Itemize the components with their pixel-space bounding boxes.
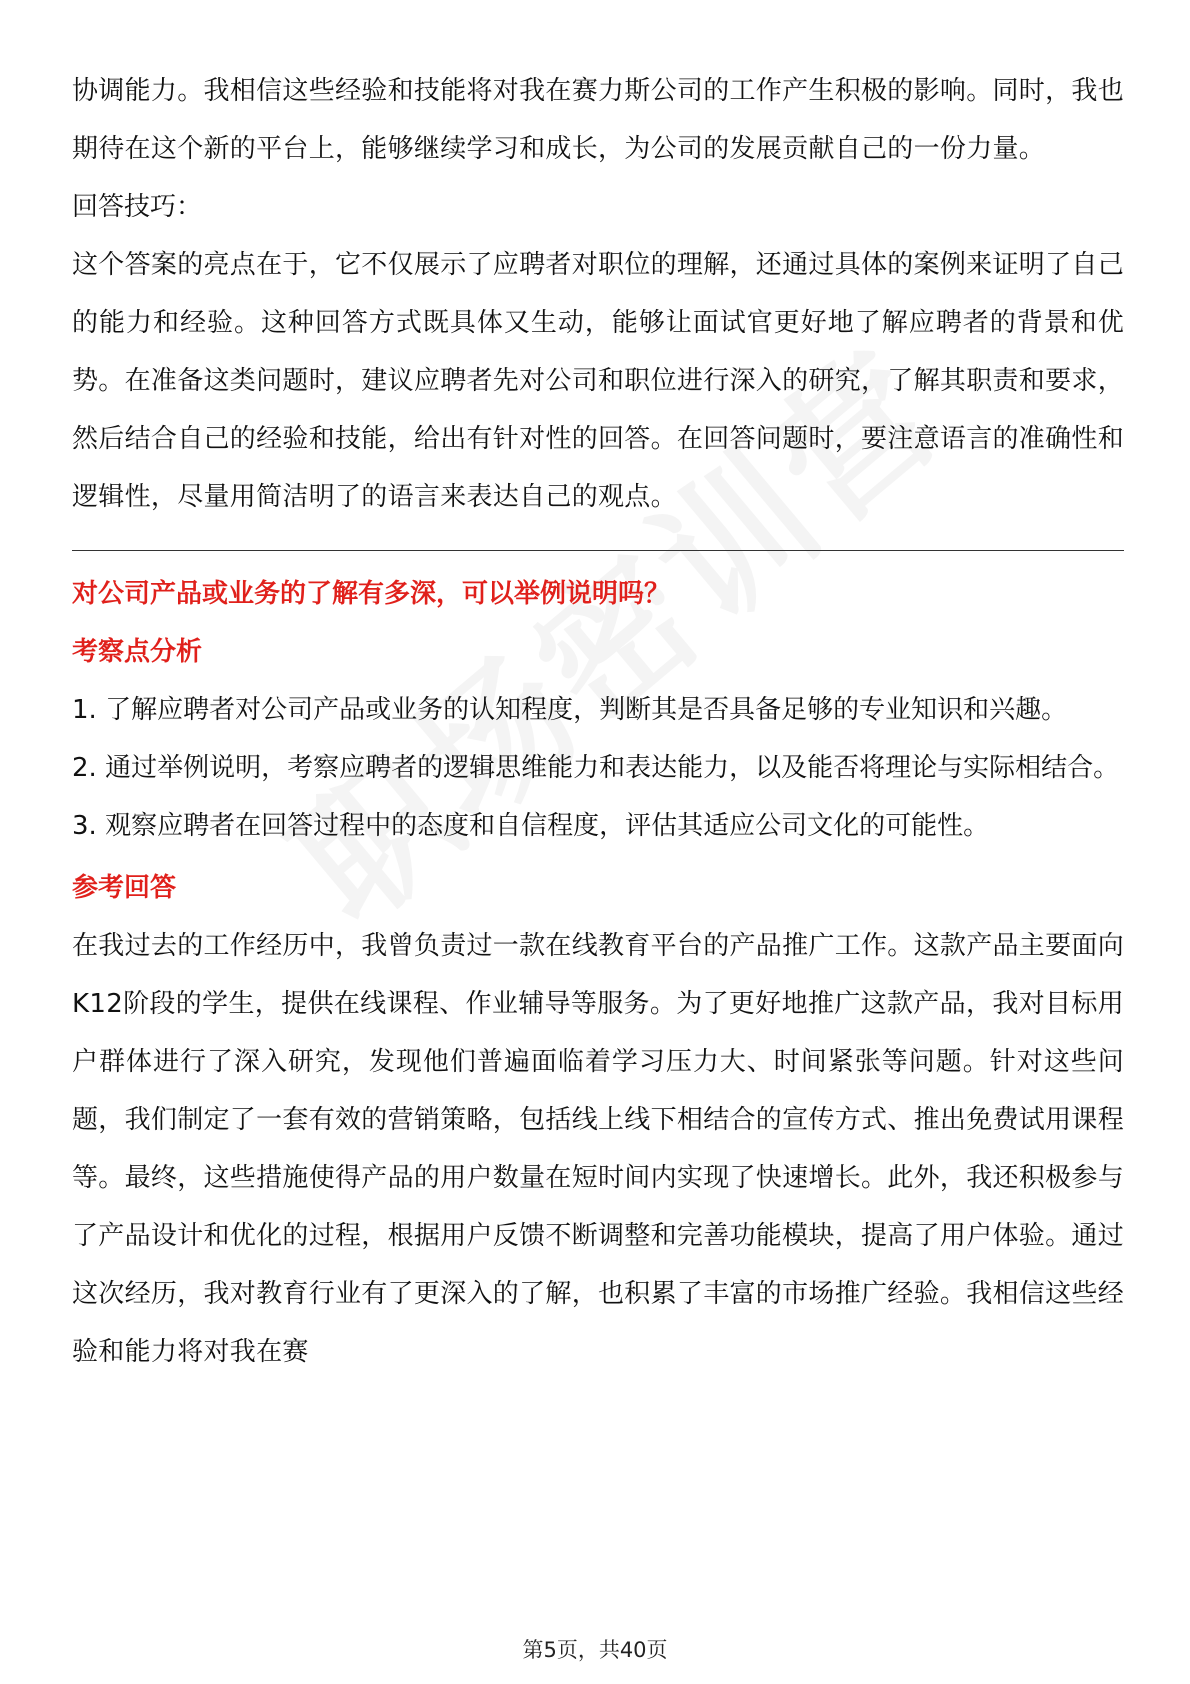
intro-paragraph: 协调能力。我相信这些经验和技能将对我在赛力斯公司的工作产生积极的影响。同时，我也期待在这个新的平台上，能够继续学习和成长，为公司的发展贡献自己的一份力量。 [72,76,1125,164]
analysis-item-2: 2. 通过举例说明，考察应聘者的逻辑思维能力和表达能力，以及能否将理论与实际相结合。 [72,753,1120,783]
tips-paragraph: 这个答案的亮点在于，它不仅展示了应聘者对职位的理解，还通过具体的案例来证明了自己的能力和经验。这种回答方式既具体又生动，能够让面试官更好地了解应聘者的背景和优势。在准备这类问题时，建议应聘者先对公司和职位进行深入的研究，了解其职责和要求，然后结合自己的经验和技能，给出有针对性的回答。在回答问题时，要注意语言的准确性和逻辑性，尽量用简洁明了的语言来表达自己的观点。 [72,250,1125,512]
analysis-heading: 考察点分析 [72,637,203,667]
tips-label: 回答技巧： [72,192,203,222]
question-title: 对公司产品或业务的了解有多深，可以举例说明吗？ [72,579,671,609]
page-footer: 第5页，共40页 [522,1638,668,1662]
analysis-item-3: 3. 观察应聘者在回答过程中的态度和自信程度，评估其适应公司文化的可能性。 [72,811,990,841]
section-divider [72,550,1124,551]
document-page [72,62,1124,1381]
answer-paragraph: 在我过去的工作经历中，我曾负责过一款在线教育平台的产品推广工作。这款产品主要面向K12阶段的学生，提供在线课程、作业辅导等服务。为了更好地推广这款产品，我对目标用户群体进行了深入研究，发现他们普遍面临着学习压力大、时间紧张等问题。针对这些问题，我们制定了一套有效的营销策略，包括线上线下相结合的宣传方式、推出免费试用课程等。最终，这些措施使得产品的用户数量在短时间内实现了快速增长。此外，我还积极参与了产品设计和优化的过程，根据用户反馈不断调整和完善功能模块，提高了用户体验。通过这次经历，我对教育行业有了更深入的了解，也积累了丰富的市场推广经验。我相信这些经验和能力将对我在赛 [72,931,1125,1367]
analysis-item-1: 1. 了解应聘者对公司产品或业务的认知程度，判断其是否具备足够的专业知识和兴趣。 [72,695,1068,725]
answer-heading: 参考回答 [72,873,177,903]
